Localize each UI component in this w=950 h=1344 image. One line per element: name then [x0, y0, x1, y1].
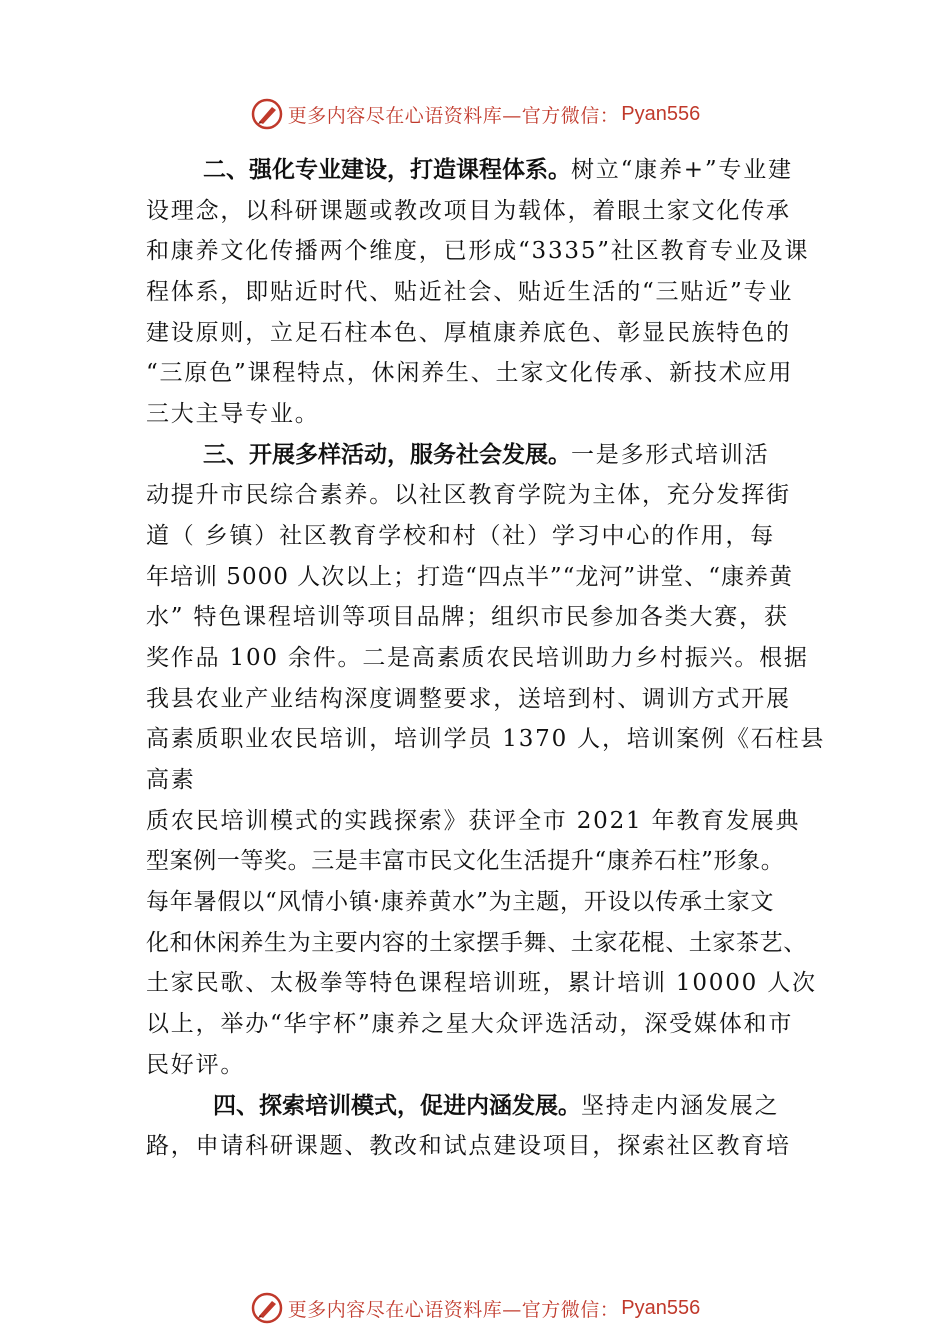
banner-text: 更多内容尽在心语资料库—官方微信：: [287, 104, 620, 127]
paragraph-line: 奖作品 100 余件。二是高素质农民培训助力乡村振兴。根据: [146, 645, 809, 671]
paragraph-line: 化和休闲养生为主要内容的土家摆手舞、土家花棍、土家茶艺、: [146, 930, 807, 956]
paragraph-line: 我县农业产业结构深度调整要求，送培到村、调训方式开展: [146, 686, 791, 712]
paragraph-line: 型案例一等奖。三是丰富市民文化生活提升“康养石柱”形象。: [146, 848, 785, 874]
paragraph-line: 设理念，以科研课题或教改项目为载体，着眼土家文化传承: [146, 198, 791, 224]
paragraph-line: 高素: [146, 767, 196, 793]
pen-logo-icon: [250, 97, 284, 131]
paragraph-line: 动提升市民综合素养。以社区教育学院为主体，充分发挥街: [146, 482, 791, 508]
paragraph-line: 建设原则，立足石柱本色、厚植康养底色、彰显民族特色的: [146, 320, 791, 346]
paragraph-line: 程体系，即贴近时代、贴近社会、贴近生活的“三贴近”专业: [146, 279, 794, 305]
paragraph-line: “三原色”课程特点，休闲养生、土家文化传承、新技术应用: [146, 360, 794, 386]
paragraph-line: 道（ 乡镇）社区教育学校和村（社）学习中心的作用，每: [146, 523, 776, 549]
paragraph-line: 年培训 5000 人次以上；打造“四点半”“龙河”讲堂、“康养黄: [146, 564, 793, 590]
banner-text: 更多内容尽在心语资料库—官方微信：: [287, 1298, 620, 1321]
paragraph-line: 以上，举办“华宇杯”康养之星大众评选活动，深受媒体和市: [146, 1011, 794, 1037]
section-heading-2: 二、强化专业建设，打造课程体系。树立“康养+”专业建: [203, 157, 793, 183]
paragraph-line: 质农民培训模式的实践探索》获评全市 2021 年教育发展典: [146, 808, 801, 834]
header-banner: [0, 94, 950, 134]
paragraph-line: 高素质职业农民培训，培训学员 1370 人，培训案例《石柱县: [146, 726, 826, 752]
paragraph-line: 每年暑假以“风情小镇·康养黄水”为主题，开设以传承土家文: [146, 889, 775, 915]
wechat-id: Pyan556: [621, 102, 701, 125]
pen-logo-icon: [250, 1291, 284, 1325]
paragraph-line: 三大主导专业。: [146, 401, 320, 427]
section-heading-3: 三、开展多样活动，服务社会发展。一是多形式培训活: [203, 442, 770, 468]
paragraph-line: 土家民歌、太极拳等特色课程培训班，累计培训 10000 人次: [146, 970, 817, 996]
paragraph-line: 路，申请科研课题、教改和试点建设项目，探索社区教育培: [146, 1133, 791, 1159]
section-heading-4: 四、探索培训模式，促进内涵发展。坚持走内涵发展之: [213, 1093, 780, 1119]
paragraph-line: 水” 特色课程培训等项目品牌；组织市民参加各类大赛，获: [146, 604, 789, 630]
paragraph-line: 民好评。: [146, 1052, 246, 1078]
paragraph-line: 和康养文化传播两个维度，已形成“3335”社区教育专业及课: [146, 238, 810, 264]
wechat-id: Pyan556: [621, 1296, 701, 1319]
footer-banner: [0, 1288, 950, 1328]
